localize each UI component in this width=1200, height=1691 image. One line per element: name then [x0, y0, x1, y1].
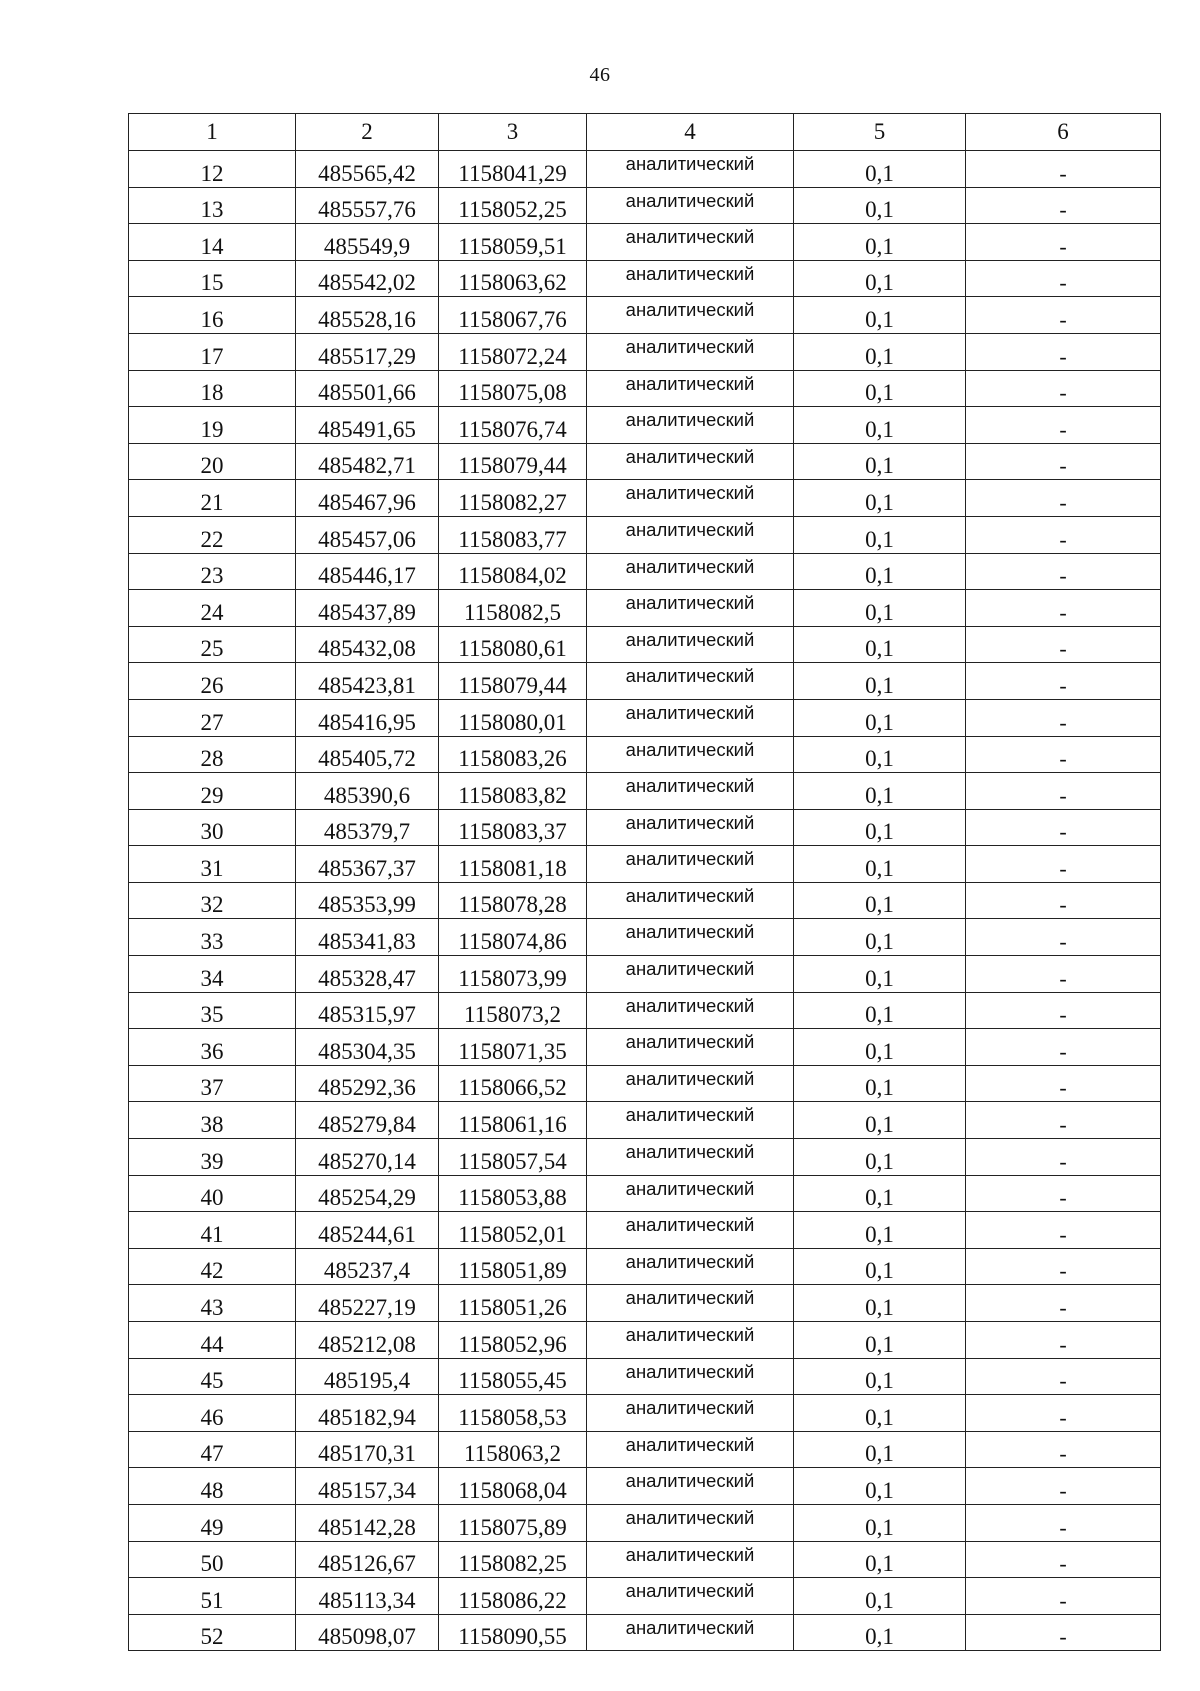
- y-coordinate-cell: 1158073,2: [439, 992, 587, 1029]
- note-cell: -: [966, 1029, 1161, 1066]
- y-coordinate-cell: 1158053,88: [439, 1175, 587, 1212]
- note-cell: -: [966, 736, 1161, 773]
- x-coordinate-cell: 485304,35: [296, 1029, 439, 1066]
- y-coordinate-cell: 1158052,25: [439, 187, 587, 224]
- table-row: [129, 846, 1161, 883]
- y-coordinate-cell: 1158080,01: [439, 699, 587, 736]
- accuracy-cell: 0,1: [794, 1102, 966, 1139]
- accuracy-cell: 0,1: [794, 1468, 966, 1505]
- method-cell: аналитический: [587, 590, 794, 627]
- note-cell: -: [966, 1248, 1161, 1285]
- table-row: [129, 333, 1161, 370]
- table-row: [129, 224, 1161, 261]
- table-row: [129, 553, 1161, 590]
- method-cell: аналитический: [587, 297, 794, 334]
- table-row: [129, 1504, 1161, 1541]
- x-coordinate-cell: 485244,61: [296, 1212, 439, 1249]
- method-cell: аналитический: [587, 956, 794, 993]
- method-cell: аналитический: [587, 187, 794, 224]
- accuracy-cell: 0,1: [794, 1395, 966, 1432]
- note-cell: -: [966, 919, 1161, 956]
- x-coordinate-cell: 485557,76: [296, 187, 439, 224]
- method-cell: аналитический: [587, 443, 794, 480]
- y-coordinate-cell: 1158082,27: [439, 480, 587, 517]
- accuracy-cell: 0,1: [794, 590, 966, 627]
- point-number-cell: 16: [129, 297, 296, 334]
- point-number-cell: 40: [129, 1175, 296, 1212]
- note-cell: -: [966, 699, 1161, 736]
- method-cell: аналитический: [587, 1102, 794, 1139]
- accuracy-cell: 0,1: [794, 626, 966, 663]
- table-row: [129, 882, 1161, 919]
- method-cell: аналитический: [587, 992, 794, 1029]
- header-cell: 4: [587, 114, 794, 151]
- note-cell: -: [966, 626, 1161, 663]
- y-coordinate-cell: 1158073,99: [439, 956, 587, 993]
- note-cell: -: [966, 1541, 1161, 1578]
- method-cell: аналитический: [587, 1248, 794, 1285]
- table-row: [129, 1578, 1161, 1615]
- table-row: [129, 1248, 1161, 1285]
- y-coordinate-cell: 1158066,52: [439, 1065, 587, 1102]
- accuracy-cell: 0,1: [794, 443, 966, 480]
- point-number-cell: 37: [129, 1065, 296, 1102]
- table-row: [129, 1322, 1161, 1359]
- coordinates-table: [128, 113, 1161, 1651]
- point-number-cell: 35: [129, 992, 296, 1029]
- note-cell: -: [966, 1322, 1161, 1359]
- table-row: [129, 516, 1161, 553]
- accuracy-cell: 0,1: [794, 1358, 966, 1395]
- y-coordinate-cell: 1158083,82: [439, 773, 587, 810]
- note-cell: -: [966, 1431, 1161, 1468]
- accuracy-cell: 0,1: [794, 1322, 966, 1359]
- note-cell: -: [966, 1614, 1161, 1651]
- method-cell: аналитический: [587, 1065, 794, 1102]
- accuracy-cell: 0,1: [794, 1175, 966, 1212]
- accuracy-cell: 0,1: [794, 846, 966, 883]
- point-number-cell: 13: [129, 187, 296, 224]
- y-coordinate-cell: 1158063,2: [439, 1431, 587, 1468]
- note-cell: -: [966, 516, 1161, 553]
- accuracy-cell: 0,1: [794, 224, 966, 261]
- accuracy-cell: 0,1: [794, 1614, 966, 1651]
- table-row: [129, 1431, 1161, 1468]
- method-cell: аналитический: [587, 333, 794, 370]
- accuracy-cell: 0,1: [794, 553, 966, 590]
- accuracy-cell: 0,1: [794, 1541, 966, 1578]
- y-coordinate-cell: 1158041,29: [439, 151, 587, 188]
- x-coordinate-cell: 485390,6: [296, 773, 439, 810]
- y-coordinate-cell: 1158084,02: [439, 553, 587, 590]
- method-cell: аналитический: [587, 773, 794, 810]
- accuracy-cell: 0,1: [794, 187, 966, 224]
- x-coordinate-cell: 485341,83: [296, 919, 439, 956]
- y-coordinate-cell: 1158057,54: [439, 1139, 587, 1176]
- x-coordinate-cell: 485367,37: [296, 846, 439, 883]
- note-cell: -: [966, 1395, 1161, 1432]
- x-coordinate-cell: 485227,19: [296, 1285, 439, 1322]
- point-number-cell: 49: [129, 1504, 296, 1541]
- y-coordinate-cell: 1158055,45: [439, 1358, 587, 1395]
- x-coordinate-cell: 485423,81: [296, 663, 439, 700]
- x-coordinate-cell: 485098,07: [296, 1614, 439, 1651]
- method-cell: аналитический: [587, 626, 794, 663]
- method-cell: аналитический: [587, 480, 794, 517]
- accuracy-cell: 0,1: [794, 699, 966, 736]
- point-number-cell: 12: [129, 151, 296, 188]
- x-coordinate-cell: 485113,34: [296, 1578, 439, 1615]
- x-coordinate-cell: 485467,96: [296, 480, 439, 517]
- point-number-cell: 28: [129, 736, 296, 773]
- note-cell: -: [966, 773, 1161, 810]
- y-coordinate-cell: 1158079,44: [439, 443, 587, 480]
- x-coordinate-cell: 485212,08: [296, 1322, 439, 1359]
- method-cell: аналитический: [587, 663, 794, 700]
- method-cell: аналитический: [587, 809, 794, 846]
- table-row: [129, 297, 1161, 334]
- note-cell: -: [966, 1504, 1161, 1541]
- y-coordinate-cell: 1158078,28: [439, 882, 587, 919]
- method-cell: аналитический: [587, 224, 794, 261]
- accuracy-cell: 0,1: [794, 773, 966, 810]
- method-cell: аналитический: [587, 151, 794, 188]
- method-cell: аналитический: [587, 1358, 794, 1395]
- note-cell: -: [966, 297, 1161, 334]
- x-coordinate-cell: 485432,08: [296, 626, 439, 663]
- table-row: [129, 187, 1161, 224]
- x-coordinate-cell: 485237,4: [296, 1248, 439, 1285]
- x-coordinate-cell: 485170,31: [296, 1431, 439, 1468]
- point-number-cell: 27: [129, 699, 296, 736]
- note-cell: -: [966, 553, 1161, 590]
- y-coordinate-cell: 1158083,77: [439, 516, 587, 553]
- method-cell: аналитический: [587, 1285, 794, 1322]
- accuracy-cell: 0,1: [794, 516, 966, 553]
- point-number-cell: 48: [129, 1468, 296, 1505]
- y-coordinate-cell: 1158090,55: [439, 1614, 587, 1651]
- x-coordinate-cell: 485126,67: [296, 1541, 439, 1578]
- header-cell: 5: [794, 114, 966, 151]
- method-cell: аналитический: [587, 370, 794, 407]
- point-number-cell: 20: [129, 443, 296, 480]
- table-row: [129, 1175, 1161, 1212]
- table-row: [129, 1468, 1161, 1505]
- method-cell: аналитический: [587, 1139, 794, 1176]
- point-number-cell: 15: [129, 260, 296, 297]
- accuracy-cell: 0,1: [794, 1285, 966, 1322]
- method-cell: аналитический: [587, 1541, 794, 1578]
- table-row: [129, 1541, 1161, 1578]
- accuracy-cell: 0,1: [794, 480, 966, 517]
- table-row: [129, 1065, 1161, 1102]
- point-number-cell: 26: [129, 663, 296, 700]
- table-row: [129, 626, 1161, 663]
- note-cell: -: [966, 1175, 1161, 1212]
- note-cell: -: [966, 151, 1161, 188]
- point-number-cell: 47: [129, 1431, 296, 1468]
- accuracy-cell: 0,1: [794, 919, 966, 956]
- method-cell: аналитический: [587, 553, 794, 590]
- method-cell: аналитический: [587, 516, 794, 553]
- accuracy-cell: 0,1: [794, 809, 966, 846]
- table-row: [129, 407, 1161, 444]
- method-cell: аналитический: [587, 407, 794, 444]
- point-number-cell: 32: [129, 882, 296, 919]
- y-coordinate-cell: 1158051,89: [439, 1248, 587, 1285]
- x-coordinate-cell: 485491,65: [296, 407, 439, 444]
- point-number-cell: 52: [129, 1614, 296, 1651]
- y-coordinate-cell: 1158074,86: [439, 919, 587, 956]
- point-number-cell: 38: [129, 1102, 296, 1139]
- table-row: [129, 1614, 1161, 1651]
- note-cell: -: [966, 443, 1161, 480]
- y-coordinate-cell: 1158059,51: [439, 224, 587, 261]
- table-row: [129, 443, 1161, 480]
- table-row: [129, 663, 1161, 700]
- note-cell: -: [966, 260, 1161, 297]
- point-number-cell: 39: [129, 1139, 296, 1176]
- method-cell: аналитический: [587, 846, 794, 883]
- point-number-cell: 43: [129, 1285, 296, 1322]
- note-cell: -: [966, 1065, 1161, 1102]
- table-row: [129, 736, 1161, 773]
- point-number-cell: 18: [129, 370, 296, 407]
- table-row: [129, 699, 1161, 736]
- point-number-cell: 34: [129, 956, 296, 993]
- point-number-cell: 36: [129, 1029, 296, 1066]
- x-coordinate-cell: 485182,94: [296, 1395, 439, 1432]
- point-number-cell: 50: [129, 1541, 296, 1578]
- method-cell: аналитический: [587, 1614, 794, 1651]
- table-row: [129, 1029, 1161, 1066]
- point-number-cell: 30: [129, 809, 296, 846]
- note-cell: -: [966, 590, 1161, 627]
- y-coordinate-cell: 1158082,25: [439, 1541, 587, 1578]
- y-coordinate-cell: 1158061,16: [439, 1102, 587, 1139]
- table-row: [129, 151, 1161, 188]
- point-number-cell: 21: [129, 480, 296, 517]
- accuracy-cell: 0,1: [794, 736, 966, 773]
- table-row: [129, 919, 1161, 956]
- header-cell: 3: [439, 114, 587, 151]
- note-cell: -: [966, 809, 1161, 846]
- table-row: [129, 809, 1161, 846]
- y-coordinate-cell: 1158075,08: [439, 370, 587, 407]
- x-coordinate-cell: 485353,99: [296, 882, 439, 919]
- method-cell: аналитический: [587, 919, 794, 956]
- table-row: [129, 1395, 1161, 1432]
- accuracy-cell: 0,1: [794, 1431, 966, 1468]
- note-cell: -: [966, 1578, 1161, 1615]
- x-coordinate-cell: 485270,14: [296, 1139, 439, 1176]
- table-row: [129, 1139, 1161, 1176]
- x-coordinate-cell: 485142,28: [296, 1504, 439, 1541]
- accuracy-cell: 0,1: [794, 663, 966, 700]
- note-cell: -: [966, 663, 1161, 700]
- x-coordinate-cell: 485457,06: [296, 516, 439, 553]
- table-row: [129, 956, 1161, 993]
- point-number-cell: 41: [129, 1212, 296, 1249]
- point-number-cell: 45: [129, 1358, 296, 1395]
- y-coordinate-cell: 1158086,22: [439, 1578, 587, 1615]
- table-row: [129, 1212, 1161, 1249]
- y-coordinate-cell: 1158076,74: [439, 407, 587, 444]
- accuracy-cell: 0,1: [794, 333, 966, 370]
- accuracy-cell: 0,1: [794, 1065, 966, 1102]
- table-row: [129, 370, 1161, 407]
- note-cell: -: [966, 407, 1161, 444]
- table-row: [129, 773, 1161, 810]
- x-coordinate-cell: 485292,36: [296, 1065, 439, 1102]
- method-cell: аналитический: [587, 699, 794, 736]
- point-number-cell: 42: [129, 1248, 296, 1285]
- x-coordinate-cell: 485482,71: [296, 443, 439, 480]
- x-coordinate-cell: 485437,89: [296, 590, 439, 627]
- accuracy-cell: 0,1: [794, 992, 966, 1029]
- x-coordinate-cell: 485328,47: [296, 956, 439, 993]
- point-number-cell: 19: [129, 407, 296, 444]
- method-cell: аналитический: [587, 736, 794, 773]
- method-cell: аналитический: [587, 1431, 794, 1468]
- method-cell: аналитический: [587, 1578, 794, 1615]
- accuracy-cell: 0,1: [794, 151, 966, 188]
- accuracy-cell: 0,1: [794, 370, 966, 407]
- table-row: [129, 480, 1161, 517]
- y-coordinate-cell: 1158072,24: [439, 333, 587, 370]
- note-cell: -: [966, 882, 1161, 919]
- method-cell: аналитический: [587, 1029, 794, 1066]
- page-number: 46: [589, 64, 611, 86]
- point-number-cell: 23: [129, 553, 296, 590]
- note-cell: -: [966, 1285, 1161, 1322]
- note-cell: -: [966, 370, 1161, 407]
- note-cell: -: [966, 1212, 1161, 1249]
- accuracy-cell: 0,1: [794, 1029, 966, 1066]
- accuracy-cell: 0,1: [794, 297, 966, 334]
- x-coordinate-cell: 485254,29: [296, 1175, 439, 1212]
- method-cell: аналитический: [587, 1212, 794, 1249]
- method-cell: аналитический: [587, 1468, 794, 1505]
- accuracy-cell: 0,1: [794, 260, 966, 297]
- accuracy-cell: 0,1: [794, 1578, 966, 1615]
- point-number-cell: 51: [129, 1578, 296, 1615]
- y-coordinate-cell: 1158081,18: [439, 846, 587, 883]
- accuracy-cell: 0,1: [794, 882, 966, 919]
- y-coordinate-cell: 1158083,26: [439, 736, 587, 773]
- note-cell: -: [966, 333, 1161, 370]
- table-row: [129, 1285, 1161, 1322]
- note-cell: -: [966, 480, 1161, 517]
- table-row: [129, 992, 1161, 1029]
- x-coordinate-cell: 485549,9: [296, 224, 439, 261]
- point-number-cell: 24: [129, 590, 296, 627]
- method-cell: аналитический: [587, 1395, 794, 1432]
- y-coordinate-cell: 1158080,61: [439, 626, 587, 663]
- method-cell: аналитический: [587, 260, 794, 297]
- x-coordinate-cell: 485416,95: [296, 699, 439, 736]
- note-cell: -: [966, 846, 1161, 883]
- y-coordinate-cell: 1158075,89: [439, 1504, 587, 1541]
- y-coordinate-cell: 1158071,35: [439, 1029, 587, 1066]
- point-number-cell: 14: [129, 224, 296, 261]
- point-number-cell: 22: [129, 516, 296, 553]
- y-coordinate-cell: 1158067,76: [439, 297, 587, 334]
- note-cell: -: [966, 1358, 1161, 1395]
- x-coordinate-cell: 485157,34: [296, 1468, 439, 1505]
- x-coordinate-cell: 485279,84: [296, 1102, 439, 1139]
- table-body: [129, 151, 1161, 1651]
- table-row: [129, 590, 1161, 627]
- header-cell: 6: [966, 114, 1161, 151]
- x-coordinate-cell: 485379,7: [296, 809, 439, 846]
- y-coordinate-cell: 1158079,44: [439, 663, 587, 700]
- point-number-cell: 33: [129, 919, 296, 956]
- x-coordinate-cell: 485195,4: [296, 1358, 439, 1395]
- method-cell: аналитический: [587, 1504, 794, 1541]
- x-coordinate-cell: 485446,17: [296, 553, 439, 590]
- y-coordinate-cell: 1158051,26: [439, 1285, 587, 1322]
- accuracy-cell: 0,1: [794, 1212, 966, 1249]
- note-cell: -: [966, 1139, 1161, 1176]
- accuracy-cell: 0,1: [794, 956, 966, 993]
- x-coordinate-cell: 485405,72: [296, 736, 439, 773]
- point-number-cell: 31: [129, 846, 296, 883]
- accuracy-cell: 0,1: [794, 1504, 966, 1541]
- y-coordinate-cell: 1158082,5: [439, 590, 587, 627]
- note-cell: -: [966, 1102, 1161, 1139]
- method-cell: аналитический: [587, 882, 794, 919]
- table-row: [129, 260, 1161, 297]
- x-coordinate-cell: 485565,42: [296, 151, 439, 188]
- note-cell: -: [966, 992, 1161, 1029]
- y-coordinate-cell: 1158068,04: [439, 1468, 587, 1505]
- method-cell: аналитический: [587, 1175, 794, 1212]
- accuracy-cell: 0,1: [794, 1248, 966, 1285]
- header-cell: 2: [296, 114, 439, 151]
- point-number-cell: 25: [129, 626, 296, 663]
- point-number-cell: 46: [129, 1395, 296, 1432]
- header-cell: 1: [129, 114, 296, 151]
- note-cell: -: [966, 1468, 1161, 1505]
- point-number-cell: 44: [129, 1322, 296, 1359]
- x-coordinate-cell: 485542,02: [296, 260, 439, 297]
- y-coordinate-cell: 1158052,01: [439, 1212, 587, 1249]
- y-coordinate-cell: 1158058,53: [439, 1395, 587, 1432]
- accuracy-cell: 0,1: [794, 407, 966, 444]
- method-cell: аналитический: [587, 1322, 794, 1359]
- table-header-row: [129, 114, 1161, 151]
- y-coordinate-cell: 1158083,37: [439, 809, 587, 846]
- y-coordinate-cell: 1158063,62: [439, 260, 587, 297]
- x-coordinate-cell: 485528,16: [296, 297, 439, 334]
- point-number-cell: 17: [129, 333, 296, 370]
- point-number-cell: 29: [129, 773, 296, 810]
- note-cell: -: [966, 224, 1161, 261]
- accuracy-cell: 0,1: [794, 1139, 966, 1176]
- note-cell: -: [966, 956, 1161, 993]
- x-coordinate-cell: 485501,66: [296, 370, 439, 407]
- x-coordinate-cell: 485517,29: [296, 333, 439, 370]
- x-coordinate-cell: 485315,97: [296, 992, 439, 1029]
- y-coordinate-cell: 1158052,96: [439, 1322, 587, 1359]
- table-row: [129, 1102, 1161, 1139]
- table-row: [129, 1358, 1161, 1395]
- note-cell: -: [966, 187, 1161, 224]
